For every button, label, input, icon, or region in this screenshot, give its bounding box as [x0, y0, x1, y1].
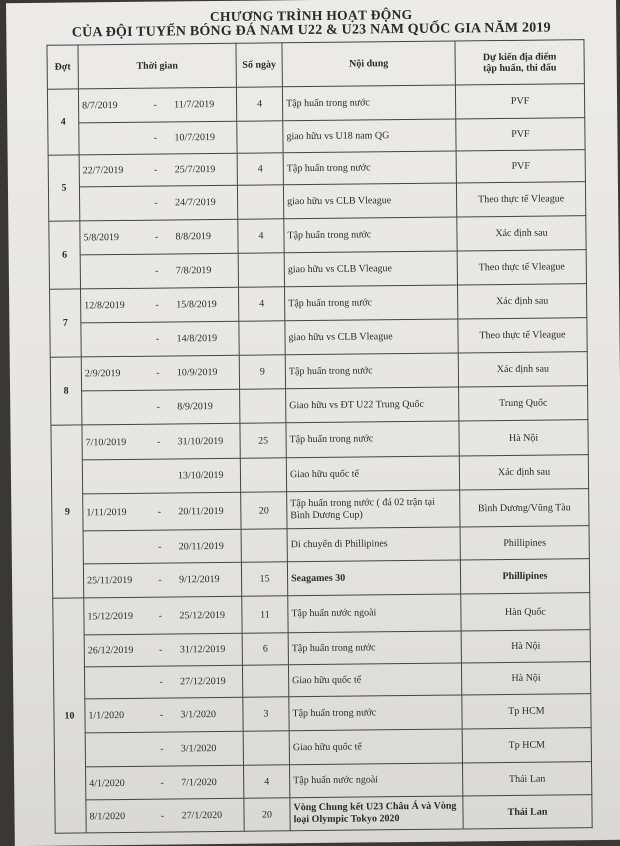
days-cell — [237, 121, 283, 153]
days-cell: 15 — [241, 562, 287, 596]
date-to: 10/7/2019 — [174, 132, 215, 143]
date-to: 7/1/2020 — [181, 777, 217, 788]
date-separator: - — [149, 574, 171, 585]
date-to: 20/11/2019 — [179, 540, 224, 551]
date-from: 4/1/2020 — [89, 777, 151, 789]
time-cell — [81, 287, 239, 323]
date-separator: - — [151, 810, 173, 821]
location-cell: Tp HCM — [462, 728, 591, 763]
date-from — [84, 274, 146, 275]
days-cell — [239, 321, 285, 355]
location-cell: Hà Nội — [461, 630, 590, 663]
table-row — [47, 84, 584, 124]
date-from — [83, 206, 145, 207]
days-cell: 6 — [242, 633, 288, 665]
location-cell: Phillipines — [460, 526, 589, 560]
date-from: 22/7/2019 — [83, 165, 145, 177]
location-cell: PVF — [456, 150, 585, 183]
location-cell: Hàn Quốc — [461, 593, 590, 631]
time-cell — [79, 121, 237, 155]
header-time: Thời gian — [78, 43, 236, 89]
date-separator: - — [146, 266, 168, 277]
days-cell: 11 — [242, 596, 288, 633]
dot-cell: 8 — [50, 357, 82, 425]
header-location-line2: tập huấn, thi đấu — [459, 62, 581, 74]
days-cell: 4 — [238, 219, 284, 253]
time-cell — [84, 665, 242, 699]
days-cell — [241, 529, 287, 562]
days-cell: 25 — [240, 423, 286, 458]
content-cell: Tập huấn nước ngoài — [290, 763, 463, 798]
table-row — [51, 455, 588, 495]
content-cell: giao hữu vs CLB Vleague — [285, 319, 458, 355]
date-separator: - — [151, 743, 173, 754]
table-header-row — [47, 40, 584, 90]
date-from: 15/12/2019 — [87, 610, 149, 622]
schedule-table — [46, 39, 592, 834]
header-location — [455, 40, 584, 85]
dot-cell: 10 — [53, 598, 86, 833]
location-cell: Xác định sau — [457, 284, 586, 319]
date-separator: - — [150, 644, 172, 655]
date-from: 1/1/2020 — [88, 710, 150, 722]
date-separator: - — [147, 402, 169, 413]
date-from: 26/12/2019 — [88, 645, 150, 657]
days-cell: 4 — [236, 87, 282, 121]
date-separator: - — [145, 165, 167, 176]
date-to: 15/8/2019 — [176, 299, 217, 310]
content-cell: Tập huấn trong nước ( đá 02 trận tại Bình Dương Cup) — [287, 490, 460, 529]
location-cell: Theo thực tế Vleague — [458, 318, 587, 353]
content-cell: Giao hữu vs ĐT U22 Trung Quốc — [286, 387, 459, 423]
time-cell — [86, 798, 244, 833]
date-separator: - — [144, 133, 166, 144]
date-separator: - — [150, 709, 172, 720]
table-row — [53, 593, 590, 636]
time-cell — [83, 562, 241, 598]
date-to: 31/10/2019 — [178, 435, 224, 446]
time-cell — [83, 492, 241, 531]
location-cell: Xác định sau — [459, 455, 588, 490]
table-row — [55, 762, 592, 801]
days-cell — [243, 731, 289, 765]
time-cell — [81, 321, 239, 357]
content-cell: Giao hữu quốc tế — [289, 729, 462, 765]
date-to: 10/9/2019 — [177, 367, 218, 378]
location-cell: Phillipines — [460, 559, 589, 594]
table-row — [52, 526, 589, 565]
date-to: 20/11/2019 — [178, 505, 223, 516]
date-separator: - — [149, 541, 171, 552]
days-cell — [240, 458, 286, 492]
content-cell: Tập huấn trong nước — [289, 695, 462, 731]
date-to: 14/8/2019 — [176, 333, 217, 344]
days-cell — [238, 253, 284, 287]
location-cell: PVF — [455, 84, 584, 119]
time-cell — [84, 633, 242, 667]
date-to: 8/8/2019 — [175, 231, 211, 242]
time-cell — [79, 153, 237, 187]
document-page — [6, 0, 620, 846]
header-dot: Đợt — [47, 45, 78, 89]
time-cell — [82, 423, 240, 460]
content-cell: Giao hữu quốc tế — [286, 456, 459, 492]
time-cell — [79, 185, 237, 221]
date-from — [86, 479, 148, 480]
date-separator: - — [150, 676, 172, 687]
date-to: 7/8/2019 — [176, 265, 212, 276]
location-cell: Trung Quốc — [459, 386, 588, 421]
location-cell: Theo thực tế Vleague — [457, 250, 586, 285]
table-row — [50, 352, 587, 392]
date-separator: - — [145, 232, 167, 243]
header-location-line1: Dự kiến địa điểm — [459, 51, 581, 63]
table-row — [49, 250, 586, 290]
location-cell: Hà Nội — [459, 420, 588, 456]
date-separator: - — [147, 368, 169, 379]
content-cell: giao hữu vs CLB Vleague — [283, 183, 456, 219]
content-cell: giao hữu vs CLB Vleague — [284, 251, 457, 287]
location-cell: Thái Lan — [463, 795, 592, 829]
time-cell — [84, 596, 242, 635]
days-cell — [237, 185, 283, 219]
date-separator: - — [149, 610, 171, 621]
date-to: 27/1/2020 — [181, 809, 222, 820]
content-cell: Tập huấn nước ngoài — [288, 594, 461, 633]
table-row — [52, 489, 589, 532]
location-cell: PVF — [456, 118, 585, 151]
date-from: 8/1/2020 — [89, 810, 151, 822]
date-from — [85, 342, 147, 343]
table-row — [55, 795, 592, 834]
time-cell — [85, 697, 243, 733]
date-to: 11/7/2019 — [174, 99, 214, 110]
content-cell: Seagames 30 — [287, 560, 460, 596]
date-from: 1/11/2019 — [86, 506, 148, 518]
header-content: Nội dung — [282, 41, 455, 87]
time-cell — [86, 765, 244, 800]
table-row — [50, 284, 587, 324]
date-from — [89, 752, 151, 753]
time-cell — [83, 529, 241, 564]
content-cell: Tập huấn trong nước — [286, 421, 459, 458]
table-row — [49, 216, 586, 256]
location-cell: Hà Nội — [461, 662, 590, 695]
date-separator: - — [151, 777, 173, 788]
days-cell: 20 — [244, 798, 290, 831]
date-to: 3/1/2020 — [181, 743, 217, 754]
table-row — [54, 694, 591, 734]
content-cell: Tập huấn trong nước — [283, 151, 456, 185]
header-days: Số ngày — [236, 43, 282, 87]
location-cell: Theo thực tế Vleague — [456, 182, 585, 217]
days-cell: 4 — [237, 153, 283, 185]
days-cell — [242, 665, 288, 697]
table-body — [47, 84, 592, 834]
date-to: 27/12/2019 — [180, 676, 226, 687]
date-separator: - — [146, 300, 168, 311]
dot-cell: 7 — [50, 289, 82, 357]
date-from: 8/7/2019 — [82, 100, 144, 112]
date-to: 31/12/2019 — [180, 644, 226, 655]
date-to: 13/10/2019 — [178, 470, 224, 481]
time-cell — [81, 355, 239, 391]
dot-cell: 5 — [48, 155, 80, 221]
dot-cell: 9 — [51, 425, 84, 598]
days-cell: 20 — [241, 492, 287, 529]
time-cell — [80, 219, 238, 255]
location-cell: Thái Lan — [462, 762, 591, 796]
location-cell: Tp HCM — [462, 694, 591, 729]
date-from — [88, 685, 150, 686]
location-cell: Xác định sau — [457, 216, 586, 251]
date-separator: - — [148, 506, 170, 517]
date-separator: - — [144, 100, 166, 111]
date-from: 2/9/2019 — [85, 368, 147, 380]
content-cell: Di chuyển đi Phillipines — [287, 527, 460, 562]
days-cell: 9 — [239, 355, 285, 389]
content-cell: Vòng Chung kết U23 Châu Á và Vòng loại Olympic Tokyo 2020 — [290, 796, 463, 831]
days-cell — [240, 389, 286, 423]
table-row — [51, 420, 588, 461]
dot-cell: 4 — [47, 89, 79, 155]
table-row — [51, 386, 588, 426]
table-row — [54, 728, 591, 768]
content-cell: giao hữu vs U18 nam QG — [283, 119, 456, 153]
date-to: 25/7/2019 — [175, 164, 216, 175]
days-cell: 4 — [239, 287, 285, 321]
date-from: 5/8/2019 — [83, 232, 145, 244]
content-cell: Tập huấn trong nước — [284, 217, 457, 253]
dot-cell: 6 — [49, 221, 81, 289]
document-title-line2: CỦA ĐỘI TUYỂN BÓNG ĐÁ NAM U22 & U23 NAM QUỐC GIA NĂM 2019 — [6, 20, 616, 42]
date-from: 7/10/2019 — [86, 436, 148, 448]
days-cell: 3 — [243, 697, 289, 731]
content-cell: Tập huấn trong nước — [282, 85, 455, 121]
content-cell: Tập huấn trong nước — [285, 285, 458, 321]
date-from — [82, 141, 144, 142]
table-row — [52, 559, 589, 599]
time-cell — [85, 731, 243, 767]
location-cell: Bình Dương/Vũng Tàu — [460, 489, 589, 527]
location-cell: Xác định sau — [458, 352, 587, 387]
date-to: 3/1/2020 — [180, 709, 216, 720]
date-to: 9/12/2019 — [179, 574, 220, 585]
days-cell: 4 — [244, 765, 290, 798]
content-cell: Giao hữu quốc tế — [288, 663, 461, 697]
time-cell — [78, 87, 236, 123]
date-from — [87, 549, 149, 550]
date-to: 24/7/2019 — [175, 197, 216, 208]
time-cell — [82, 389, 240, 425]
table-row — [48, 182, 585, 222]
time-cell — [82, 458, 240, 494]
date-to: 25/12/2019 — [179, 609, 225, 620]
content-cell: Tập huấn trong nước — [288, 631, 461, 665]
date-from — [85, 410, 147, 411]
table-row — [50, 318, 587, 358]
document-title-line1: CHƯƠNG TRÌNH HOẠT ĐỘNG — [6, 5, 616, 27]
date-separator: - — [146, 334, 168, 345]
date-to: 8/9/2019 — [177, 401, 213, 412]
content-cell: Tập huấn trong nước — [285, 353, 458, 389]
date-separator: - — [148, 436, 170, 447]
date-from: 25/11/2019 — [87, 575, 149, 587]
date-from: 12/8/2019 — [84, 300, 146, 312]
date-separator: - — [145, 198, 167, 209]
time-cell — [80, 253, 238, 289]
